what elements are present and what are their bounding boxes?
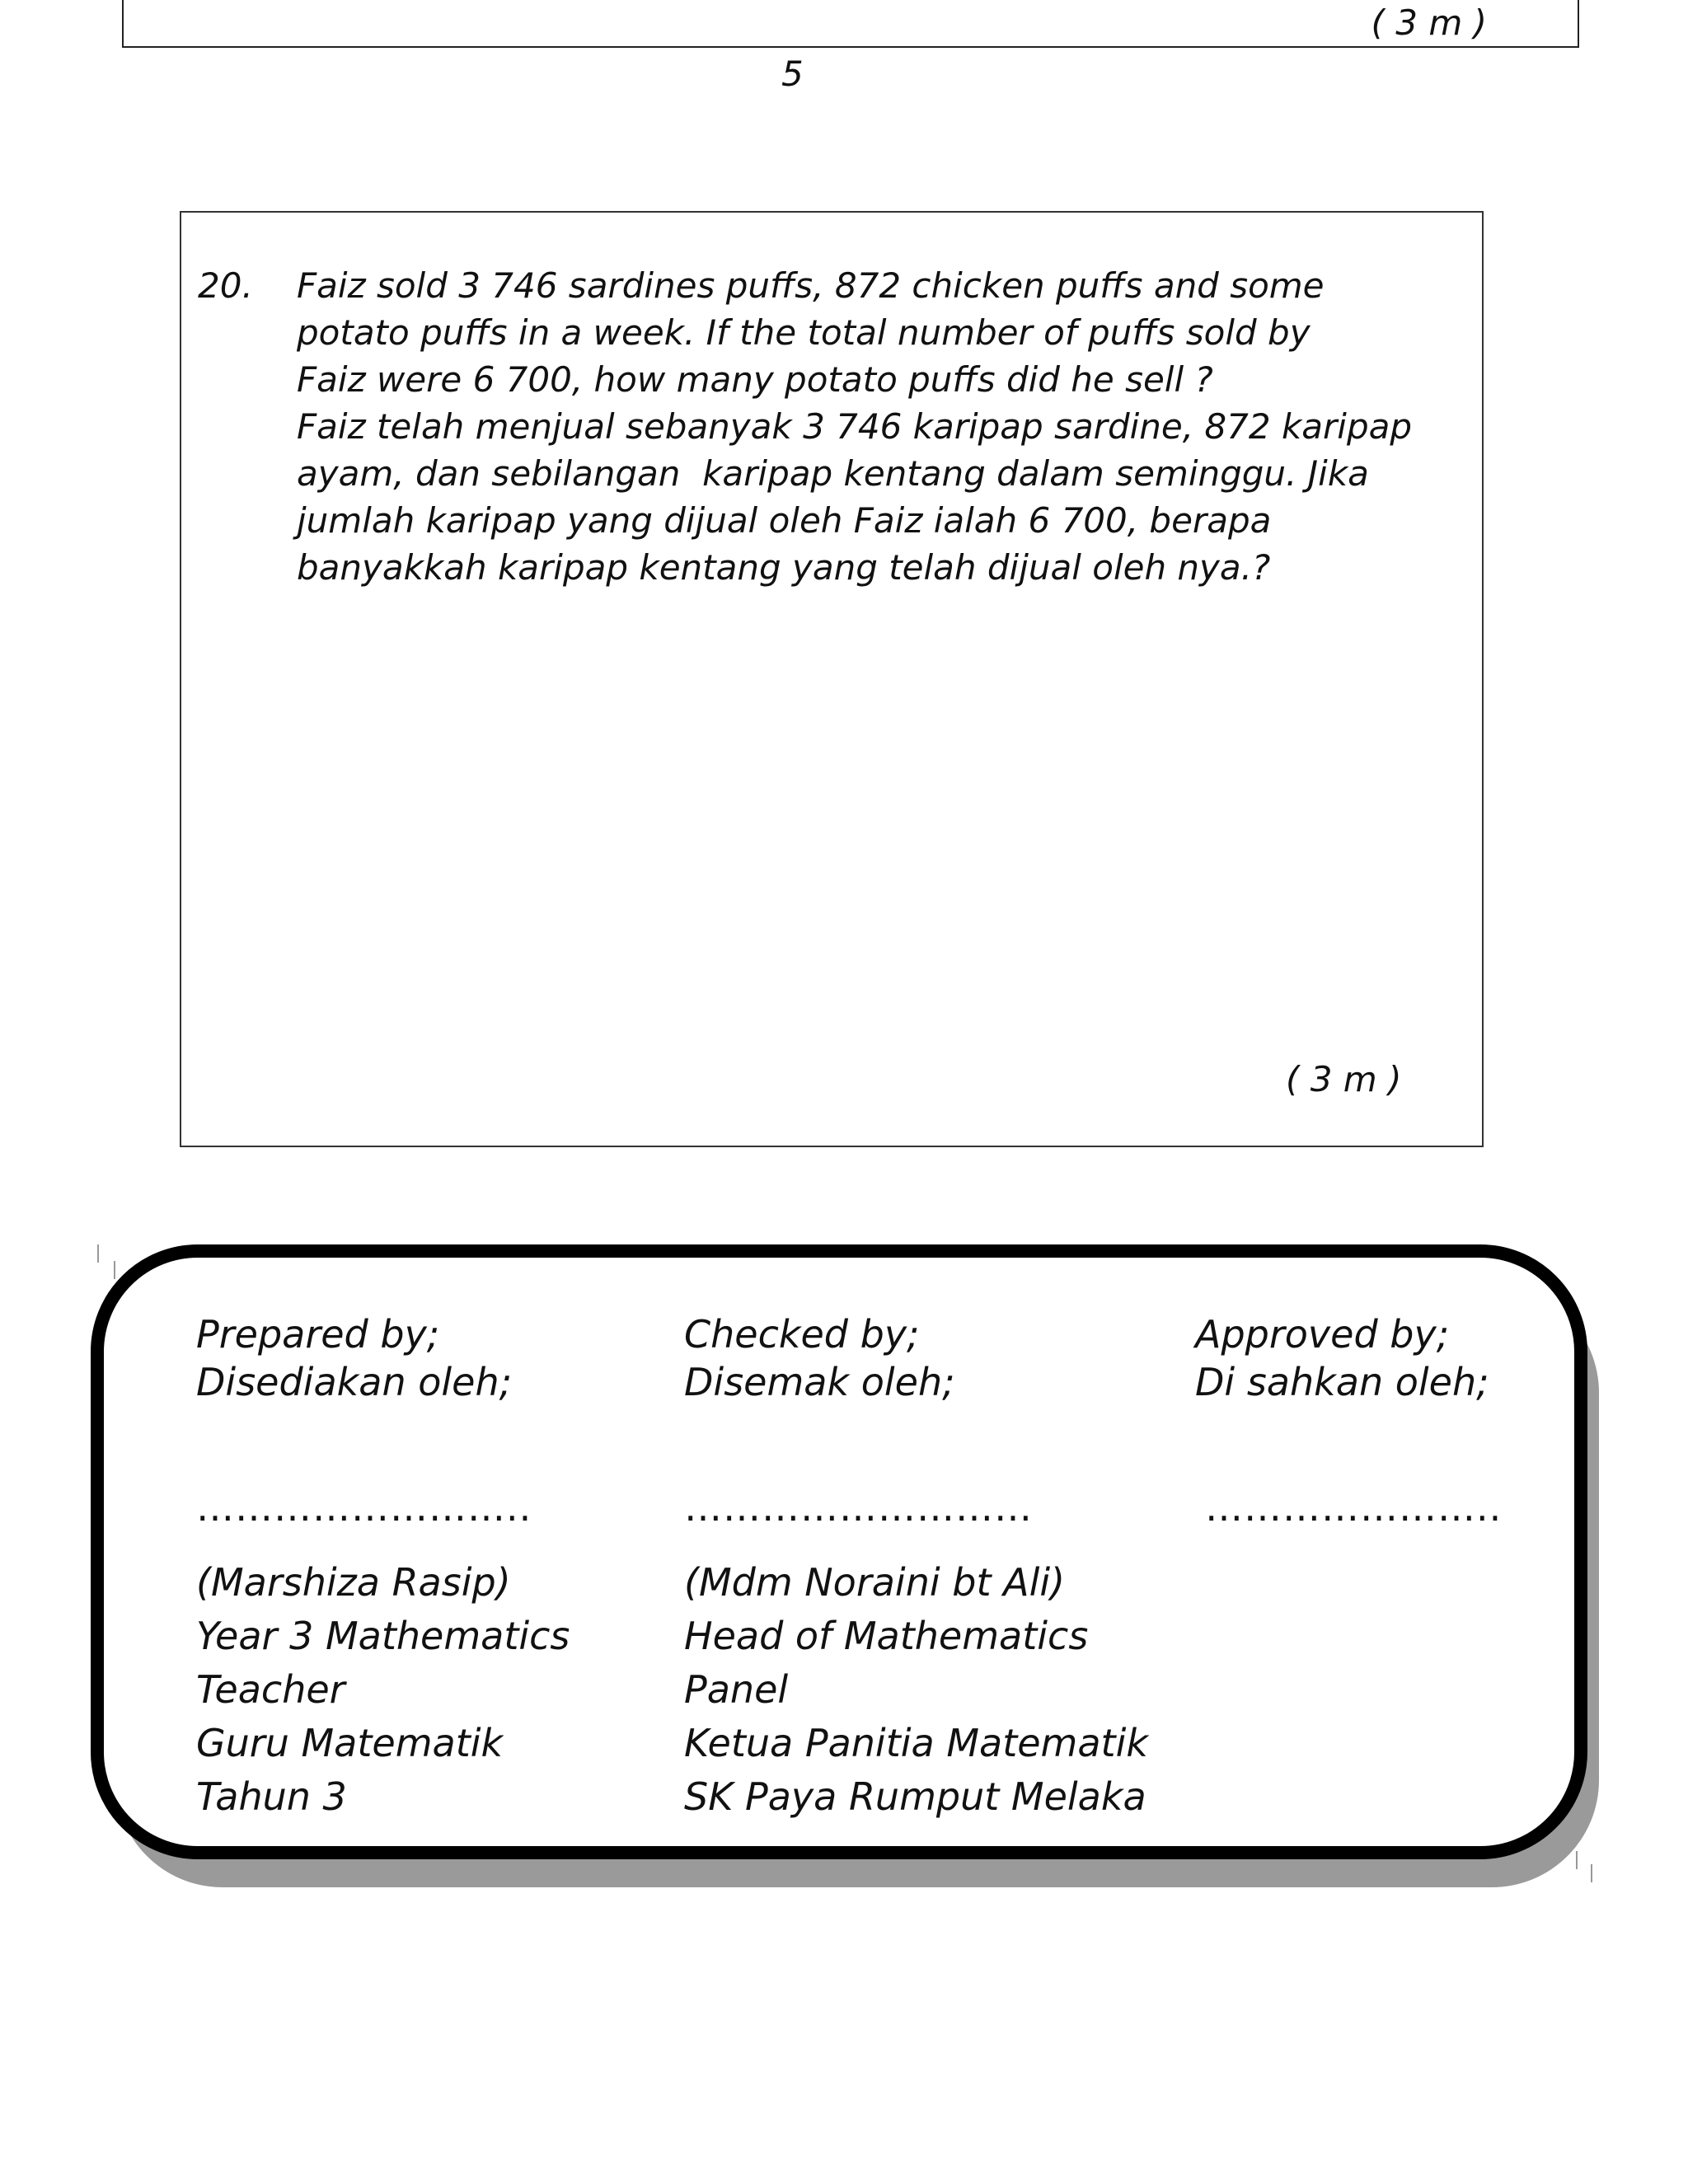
checked-by-details: [684, 1556, 1148, 1824]
question-number: 20.: [198, 265, 253, 306]
checked-by-label: Checked by;: [684, 1312, 920, 1357]
question-line: Faiz sold 3 746 sardines puffs, 872 chicken puffs and some: [297, 265, 1325, 306]
prepared-by-title-line: Tahun 3: [196, 1774, 347, 1819]
prepared-by-title-line: Teacher: [196, 1667, 345, 1712]
question-text: [297, 262, 1467, 591]
page-number: 5: [781, 54, 804, 94]
question-box: [180, 211, 1484, 1147]
corner-tick: [114, 1261, 115, 1279]
prepared-by-title-line: Year 3 Mathematics: [196, 1614, 570, 1658]
corner-tick: [1591, 1864, 1592, 1882]
checked-by-title-line: Panel: [684, 1667, 789, 1712]
question-line: potato puffs in a week. If the total number of puffs sold by: [297, 312, 1311, 353]
question-marks: ( 3 m ): [1286, 1059, 1402, 1099]
question-line: jumlah karipap yang dijual oleh Faiz ialah 6 700, berapa: [297, 500, 1272, 541]
question-line: banyakkah karipap kentang yang telah dijual oleh nya.?: [297, 547, 1271, 588]
prepared-by-name: (Marshiza Rasip): [196, 1560, 511, 1605]
checked-by-title-line: SK Paya Rumput Melaka: [684, 1774, 1146, 1819]
checked-by-title-line: Head of Mathematics: [684, 1614, 1089, 1658]
corner-tick: [97, 1244, 99, 1263]
previous-question-marks: ( 3 m ): [1371, 2, 1487, 43]
corner-tick: [1576, 1851, 1578, 1869]
checked-by-labels: [684, 1310, 955, 1406]
checked-by-title-line: Ketua Panitia Matematik: [684, 1721, 1148, 1765]
approved-by-signature-line: …………………..: [1205, 1485, 1503, 1530]
checked-by-signature-line: ………………………: [684, 1485, 1033, 1530]
prepared-by-labels: [196, 1310, 512, 1406]
checked-by-label-ms: Disemak oleh;: [684, 1360, 955, 1404]
prepared-by-details: [196, 1556, 570, 1824]
question-line: ayam, dan sebilangan karipap kentang dalam seminggu. Jika: [297, 453, 1369, 494]
approved-by-labels: [1195, 1310, 1489, 1406]
prepared-by-signature-line: ……………………..: [196, 1485, 532, 1530]
previous-question-box: [122, 0, 1579, 48]
question-line: Faiz were 6 700, how many potato puffs did he sell ?: [297, 359, 1213, 400]
question-line: Faiz telah menjual sebanyak 3 746 karipap sardine, 872 karipap: [297, 406, 1413, 447]
prepared-by-label-ms: Disediakan oleh;: [196, 1360, 513, 1404]
approved-by-label-ms: Di sahkan oleh;: [1195, 1360, 1489, 1404]
prepared-by-label: Prepared by;: [196, 1312, 440, 1357]
checked-by-name: (Mdm Noraini bt Ali): [684, 1560, 1066, 1605]
prepared-by-title-line: Guru Matematik: [196, 1721, 504, 1765]
approved-by-label: Approved by;: [1195, 1312, 1450, 1357]
